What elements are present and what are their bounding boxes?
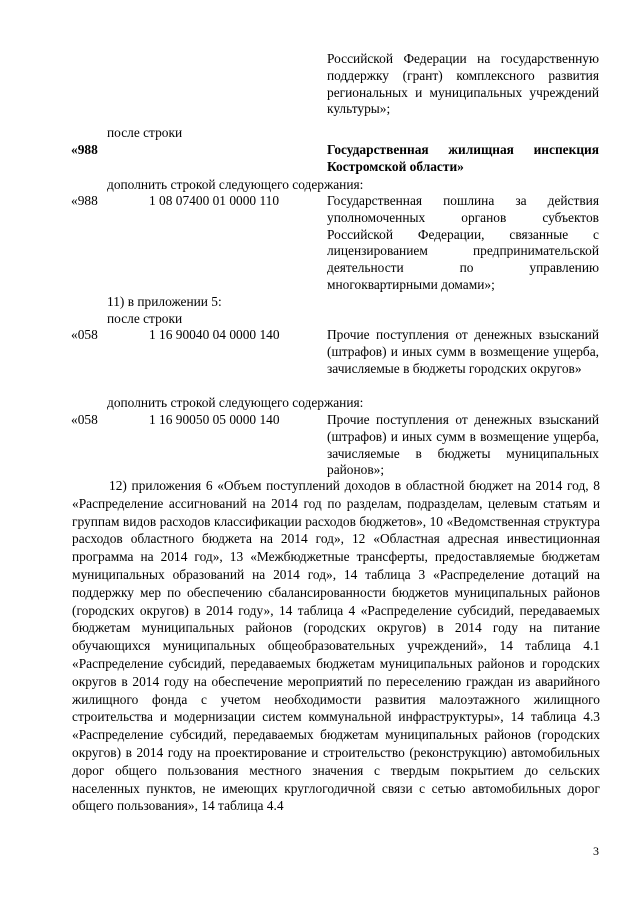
row-kbk-code: 1 08 07400 01 0000 110 — [149, 193, 280, 208]
item-12-text: 12) приложения 6 «Объем поступлений доходов в областной бюджет на 2014 год, 8 «Распределение ассигнований на 2014 год по разделам, подразделам, целевым статьям и группам видов расходов классификации расходов бюджетов», 10 «Ведомственная структура расходов областного бюджета на 2014 год», 12 «Областная адресная инвестиционная программа на 2014 год», 13 «Межбюджетные трансферты, предоставляемые бюджетам муниципальных образований на 2014 год», 14 таблица 3 «Распределение дотаций на поддержку мер по обеспечению сбалансированности бюджетов муниципальных районов (городских округов) в 2014 году», 14 таблица 4 «Распределение субсидий, передаваемых бюджетам муниципальных районов (городских округов) в 2014 году на питание обучающихся муниципальных общеобразовательных учреждений», 14 таблица 4.1 «Распределение субсидий, передаваемых бюджетам муниципальных районов и городских округов в 2014 году на обеспечение мероприятий по переселению граждан из аварийного жилищного фонда с учетом необходимости развития малоэтажного жилищного строительства и модернизации систем коммунальной инфраструктуры», 14 таблица 4.3 «Распределение субсидий, передаваемых бюджетам муниципальных районов (городских округов) в 2014 году на проектирование и строительство (реконструкцию) автомобильных дорог общего пользования местного значения с твердым покрытием до сельских населенных пунктов, не имеющих круглогодичной связи с сетью автомобильных дорог общего пользования», 14 таблица 4.4 — [72, 478, 600, 814]
row-kbk-code: 1 16 90050 05 0000 140 — [149, 412, 280, 427]
page-number: 3 — [593, 844, 599, 858]
row-heading-text: Государственная жилищная инспекция Костромской области» — [327, 142, 599, 174]
after-line-label: после строки — [107, 311, 183, 326]
row-description: Прочие поступления от денежных взысканий (штрафов) и иных сумм в возмещение ущерба, зачисляемые в бюджеты городских округов» — [327, 327, 599, 376]
item-heading: 11) в приложении 5: — [107, 294, 222, 309]
row-description: Государственная пошлина за действия уполномоченных органов субъектов Российской Федерации, связанные с лицензированием предпринимательской деятельности по управлению многоквартирными домами»; — [327, 193, 599, 292]
continued-row-text: Российской Федерации на государственную поддержку (грант) комплексного развития региональных и муниципальных учреждений культуры»; — [327, 51, 599, 117]
row-code: «988 — [71, 142, 98, 157]
row-description: Прочие поступления от денежных взысканий (штрафов) и иных сумм в возмещение ущерба, зачисляемые в бюджеты муниципальных районов»; — [327, 412, 599, 478]
row-code: «988 — [71, 193, 98, 208]
row-code: «058 — [71, 327, 98, 342]
row-code: «058 — [71, 412, 98, 427]
add-line-label: дополнить строкой следующего содержания: — [107, 177, 364, 192]
add-line-label: дополнить строкой следующего содержания: — [107, 395, 364, 410]
item-12-paragraph — [72, 477, 600, 815]
row-kbk-code: 1 16 90040 04 0000 140 — [149, 327, 280, 342]
after-line-label: после строки — [107, 125, 183, 140]
